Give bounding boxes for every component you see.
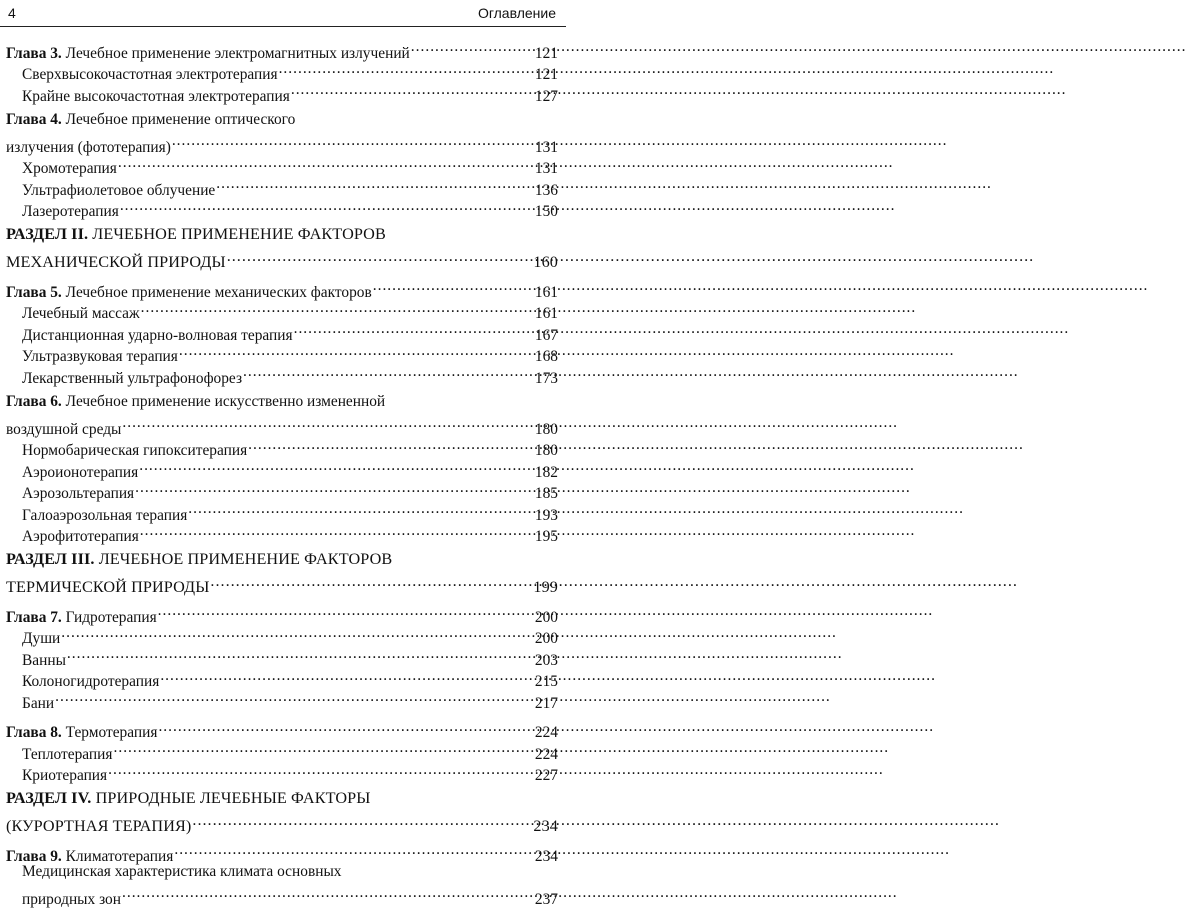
page-ref: 227 — [535, 765, 558, 787]
entry-title: Климатотерапия — [66, 848, 174, 865]
toc-entry-sub[interactable] — [6, 665, 558, 687]
toc-line — [6, 571, 558, 593]
leader-dots — [140, 520, 534, 542]
page-ref: 234 — [533, 816, 558, 838]
entry-title: Медицинская характеристика климата основных — [22, 863, 341, 880]
leader-dots — [188, 498, 534, 520]
leader-dots — [248, 434, 534, 456]
toc-line — [6, 152, 558, 174]
page-number: 4 — [8, 5, 16, 21]
entry-title: Колоногидротерапия — [22, 673, 159, 690]
page-ref: 199 — [533, 577, 558, 599]
page-ref: 127 — [535, 86, 558, 108]
toc-entry-sub[interactable] — [6, 173, 558, 195]
toc-line — [6, 788, 558, 810]
leader-dots — [294, 318, 534, 340]
toc-entry-chapter[interactable] — [6, 600, 558, 622]
entry-title: Души — [22, 630, 60, 647]
toc-entry-chapter[interactable] — [6, 716, 558, 738]
page-ref: 136 — [535, 180, 558, 202]
entry-title: ЛЕЧЕБНОЕ ПРИМЕНЕНИЕ ФАКТОРОВ — [99, 550, 393, 568]
entry-title: Лечебное применение оптического — [66, 111, 296, 128]
toc-entry-sub[interactable] — [6, 58, 558, 80]
chapter-label: Глава 5. — [6, 284, 62, 301]
toc-line — [6, 275, 558, 297]
page-ref: 224 — [535, 722, 558, 744]
toc-entry-sub[interactable] — [6, 361, 558, 383]
entry-title: Аэрозольтерапия — [22, 485, 134, 502]
entry-title: Криотерапия — [22, 767, 107, 784]
leader-dots — [172, 130, 534, 152]
page-ref: 121 — [535, 43, 558, 65]
chapter-label: Глава 4. — [6, 111, 62, 128]
chapter-label: Глава 9. — [6, 848, 62, 865]
entry-title: Гидротерапия — [66, 609, 157, 626]
toc-line — [6, 340, 558, 362]
toc-entry-sub[interactable] — [6, 340, 558, 362]
entry-title: Теплотерапия — [22, 746, 113, 763]
toc-entry-sub[interactable] — [6, 520, 558, 542]
toc-line — [6, 600, 558, 622]
toc-entry-sub[interactable] — [6, 737, 558, 759]
entry-title: Лечебное применение механических факторов — [66, 284, 372, 301]
toc-entry-sub[interactable] — [6, 318, 558, 340]
part-label: РАЗДЕЛ II. — [6, 225, 88, 243]
toc-line — [6, 861, 558, 883]
leader-dots — [279, 58, 534, 80]
toc-entry-sub[interactable] — [6, 195, 558, 217]
toc-line — [6, 58, 558, 80]
toc-line — [6, 36, 558, 58]
page-ref: 203 — [535, 650, 558, 672]
page-ref: 180 — [535, 440, 558, 462]
entry-title: Крайне высокочастотная электротерапия — [22, 88, 290, 105]
toc-line — [6, 882, 558, 904]
page-ref: 173 — [535, 368, 558, 390]
toc-line — [6, 130, 558, 152]
toc-line — [6, 412, 558, 434]
entry-title: Лечебный массаж — [22, 305, 140, 322]
entry-title: излучения (фототерапия) — [6, 139, 171, 156]
toc-entry-sub[interactable] — [6, 759, 558, 781]
toc-line — [6, 477, 558, 499]
toc-entry-chapter[interactable] — [6, 109, 558, 152]
toc-line — [6, 665, 558, 687]
entry-title: Аэрофитотерапия — [22, 528, 139, 545]
entry-title: природных зон — [22, 891, 121, 908]
leader-dots — [373, 275, 534, 297]
toc-line — [6, 79, 558, 101]
page-ref: 180 — [535, 419, 558, 441]
entry-title: (КУРОРТНАЯ ТЕРАПИЯ) — [6, 817, 191, 835]
leader-dots — [158, 716, 533, 738]
toc-entry-sub[interactable] — [6, 152, 558, 174]
toc-entry-part[interactable] — [6, 788, 558, 831]
toc-entry-sub[interactable] — [6, 477, 558, 499]
toc-entry-sub[interactable] — [6, 434, 558, 456]
toc-entry-chapter[interactable] — [6, 391, 558, 434]
entry-title: Ванны — [22, 652, 66, 669]
entry-title: Бани — [22, 695, 54, 712]
toc-line — [6, 622, 558, 644]
leader-dots — [67, 643, 534, 665]
entry-title: Ультрафиолетовое облучение — [22, 182, 215, 199]
toc-line — [6, 173, 558, 195]
leader-dots — [108, 759, 534, 781]
page-ref: 131 — [535, 158, 558, 180]
toc-line — [6, 246, 558, 268]
leader-dots — [122, 882, 534, 904]
running-title: Оглавление — [478, 5, 556, 21]
entry-title: воздушной среды — [6, 421, 121, 438]
entry-title: Лекарственный ультрафонофорез — [22, 370, 242, 387]
toc-line — [6, 195, 558, 217]
leader-dots — [139, 455, 534, 477]
page-ref: 200 — [535, 607, 558, 629]
leader-dots — [210, 571, 532, 593]
page-ref: 161 — [535, 282, 558, 304]
page-ref: 161 — [535, 303, 558, 325]
toc-entry-sub[interactable] — [6, 498, 558, 520]
leader-dots — [158, 600, 534, 622]
entry-title: Лечебное применение искусственно измененной — [66, 393, 386, 410]
page-ref: 167 — [535, 325, 558, 347]
leader-dots — [122, 412, 534, 434]
entry-title: Дистанционная ударно-волновая терапия — [22, 327, 293, 344]
page-ref: 121 — [535, 64, 558, 86]
toc-line — [6, 455, 558, 477]
page-ref: 215 — [535, 671, 558, 693]
entry-title: Хромотерапия — [22, 160, 117, 177]
toc-line — [6, 109, 558, 131]
leader-dots — [291, 79, 534, 101]
toc-line — [6, 297, 558, 319]
page-ref: 195 — [535, 526, 558, 548]
leader-dots — [243, 361, 534, 383]
leader-dots — [120, 195, 534, 217]
page-ref: 160 — [533, 252, 558, 274]
entry-title: МЕХАНИЧЕСКОЙ ПРИРОДЫ — [6, 253, 226, 271]
entry-title: Нормобарическая гипокситерапия — [22, 442, 247, 459]
toc-entry-chapter[interactable] — [6, 839, 558, 861]
entry-title: Лечебное применение электромагнитных излучений — [66, 45, 410, 62]
page-ref: 131 — [535, 137, 558, 159]
leader-dots — [411, 36, 534, 58]
page-ref: 182 — [535, 462, 558, 484]
page-ref: 234 — [535, 846, 558, 868]
toc-line — [6, 520, 558, 542]
toc-line — [6, 391, 558, 413]
leader-dots — [160, 665, 534, 687]
chapter-label: Глава 7. — [6, 609, 62, 626]
entry-title: ПРИРОДНЫЕ ЛЕЧЕБНЫЕ ФАКТОРЫ — [96, 789, 371, 807]
entry-title: Аэроионотерапия — [22, 464, 138, 481]
toc-line — [6, 361, 558, 383]
header-rule — [0, 26, 566, 27]
toc-line — [6, 686, 558, 708]
leader-dots — [216, 173, 534, 195]
page-ref: 224 — [535, 744, 558, 766]
leader-dots — [227, 246, 533, 268]
chapter-label: Глава 3. — [6, 45, 62, 62]
leader-dots — [192, 810, 532, 832]
toc-entry-part[interactable] — [6, 224, 558, 267]
entry-title: ЛЕЧЕБНОЕ ПРИМЕНЕНИЕ ФАКТОРОВ — [92, 225, 386, 243]
page-ref: 217 — [535, 693, 558, 715]
toc-line — [6, 716, 558, 738]
part-label: РАЗДЕЛ IV. — [6, 789, 91, 807]
chapter-label: Глава 8. — [6, 724, 62, 741]
leader-dots — [118, 152, 534, 174]
entry-title: Сверхвысокочастотная электротерапия — [22, 66, 278, 83]
page-ref: 150 — [535, 201, 558, 223]
page-ref: 185 — [535, 483, 558, 505]
toc-line — [6, 643, 558, 665]
toc-entry-part[interactable] — [6, 549, 558, 592]
page-ref: 200 — [535, 628, 558, 650]
toc-entry-sub[interactable] — [6, 622, 558, 644]
entry-title: Лазеротерапия — [22, 203, 119, 220]
toc-line — [6, 810, 558, 832]
leader-dots — [174, 839, 534, 861]
leader-dots — [61, 622, 534, 644]
toc-entry-chapter[interactable] — [6, 275, 558, 297]
toc-line — [6, 839, 558, 861]
leader-dots — [141, 297, 534, 319]
page-ref: 193 — [535, 505, 558, 527]
toc-line — [6, 434, 558, 456]
table-of-contents — [6, 36, 558, 904]
page-header — [0, 0, 566, 26]
toc-line — [6, 759, 558, 781]
page-ref: 237 — [535, 889, 558, 910]
leader-dots — [179, 340, 534, 362]
toc-entry-sub[interactable] — [6, 455, 558, 477]
toc-line — [6, 224, 558, 246]
toc-entry-sub[interactable] — [6, 297, 558, 319]
leader-dots — [135, 477, 534, 499]
chapter-label: Глава 6. — [6, 393, 62, 410]
toc-entry-sub[interactable] — [6, 643, 558, 665]
toc-entry-chapter[interactable] — [6, 36, 558, 58]
entry-title: Термотерапия — [66, 724, 158, 741]
entry-title: Ультразвуковая терапия — [22, 348, 178, 365]
toc-line — [6, 498, 558, 520]
entry-title: Галоаэрозольная терапия — [22, 507, 187, 524]
page-ref: 168 — [535, 346, 558, 368]
part-label: РАЗДЕЛ III. — [6, 550, 95, 568]
toc-line — [6, 737, 558, 759]
toc-entry-sub[interactable] — [6, 861, 558, 904]
leader-dots — [55, 686, 534, 708]
toc-line — [6, 549, 558, 571]
toc-entry-sub[interactable] — [6, 79, 558, 101]
toc-entry-sub[interactable] — [6, 686, 558, 708]
leader-dots — [114, 737, 534, 759]
toc-line — [6, 318, 558, 340]
entry-title: ТЕРМИЧЕСКОЙ ПРИРОДЫ — [6, 578, 209, 596]
